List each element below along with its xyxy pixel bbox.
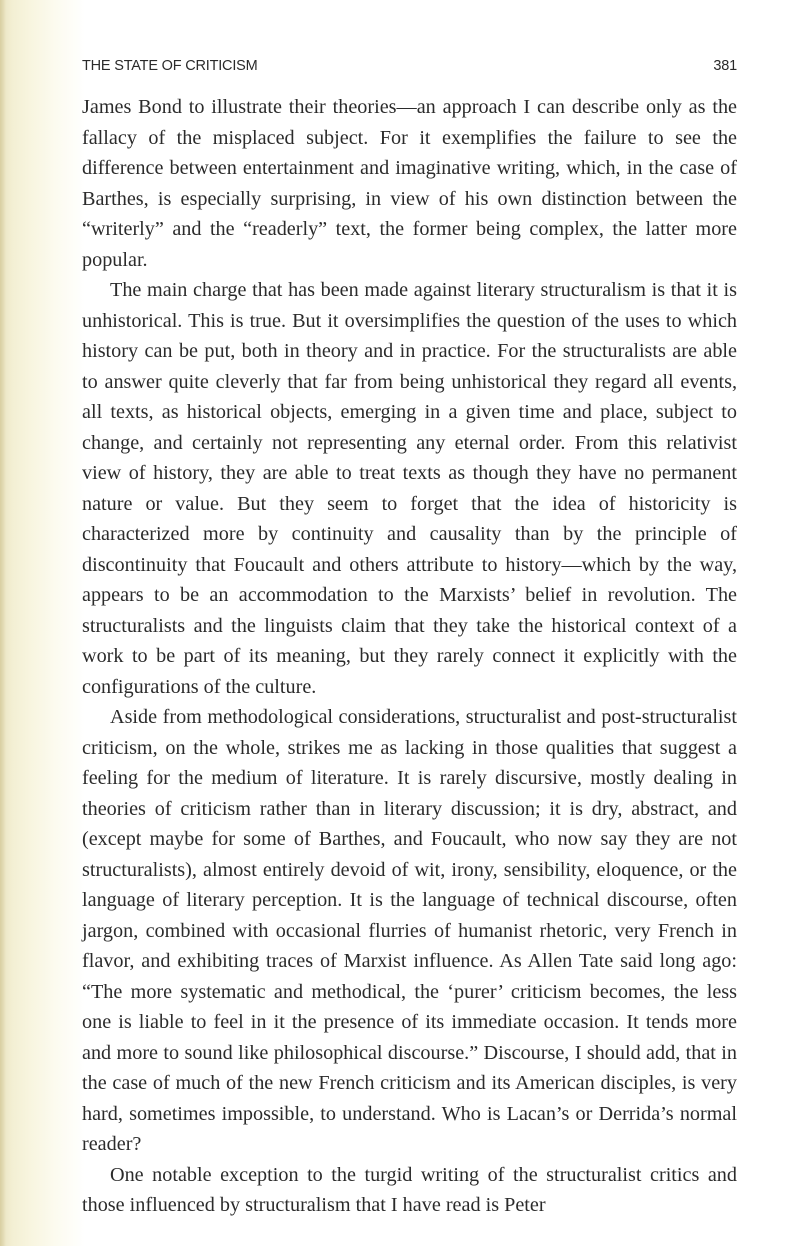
page-number: 381 (713, 58, 737, 74)
running-head (82, 58, 737, 80)
body-text (82, 92, 737, 1221)
binding-gutter-shadow (0, 0, 6, 1246)
paragraph-3: Aside from methodological considerations, structuralist and post-structuralist criticism, on the whole, strikes me as lacking in those qualities that suggest a feeling for the medium of literature. It is rarely discursive, mostly dealing in theories of criticism rather than in literary discussion; it is dry, abstract, and (except maybe for some of Barthes, and Foucault, who now say they are not structuralists), almost entirely devoid of wit, irony, sensibility, eloquence, or the language of literary perception. It is the language of technical discourse, often jargon, combined with occasional flurries of humanist rhetoric, very French in flavor, and exhibiting traces of Marxist influence. As Allen Tate said long ago: “The more systematic and methodical, the ‘purer’ criticism becomes, the less one is liable to feel in it the presence of its immediate occasion. It tends more and more to sound like philosophical discourse.” Discourse, I should add, that in the case of much of the new French criticism and its American disciples, is very hard, sometimes impossible, to understand. Who is Lacan’s or Derrida’s normal reader? (82, 706, 737, 1155)
paragraph-2: The main charge that has been made against literary structuralism is that it is unhistorical. This is true. But it oversimplifies the question of the uses to which history can be put, both in theory and in practice. For the structuralists are able to answer quite cleverly that far from being unhistorical they regard all events, all texts, as historical objects, emerging in a given time and place, subject to change, and certainly not representing any eternal order. From this relativist view of history, they are able to treat texts as though they have no permanent nature or value. But they seem to forget that the idea of historicity is characterized more by continuity and causality than by the principle of discontinuity that Foucault and others attribute to history—which by the way, appears to be an accommodation to the Marxists’ belief in revolution. The structuralists and the linguists claim that they take the historical context of a work to be part of its meaning, but they rarely connect it explicitly with the configurations of the culture. (82, 279, 737, 698)
paragraph-1: James Bond to illustrate their theories—an approach I can describe only as the fallacy of the misplaced subject. For it exemplifies the failure to see the difference between entertainment and imaginative writing, which, in the case of Barthes, is especially surprising, in view of his own distinction between the “writerly” and the “readerly” text, the former being complex, the latter more popular. (82, 96, 737, 271)
paragraph-4: One notable exception to the turgid writing of the structuralist critics and those influenced by structuralism that I have read is Peter (82, 1163, 737, 1216)
running-head-title: THE STATE OF CRITICISM (82, 58, 258, 74)
